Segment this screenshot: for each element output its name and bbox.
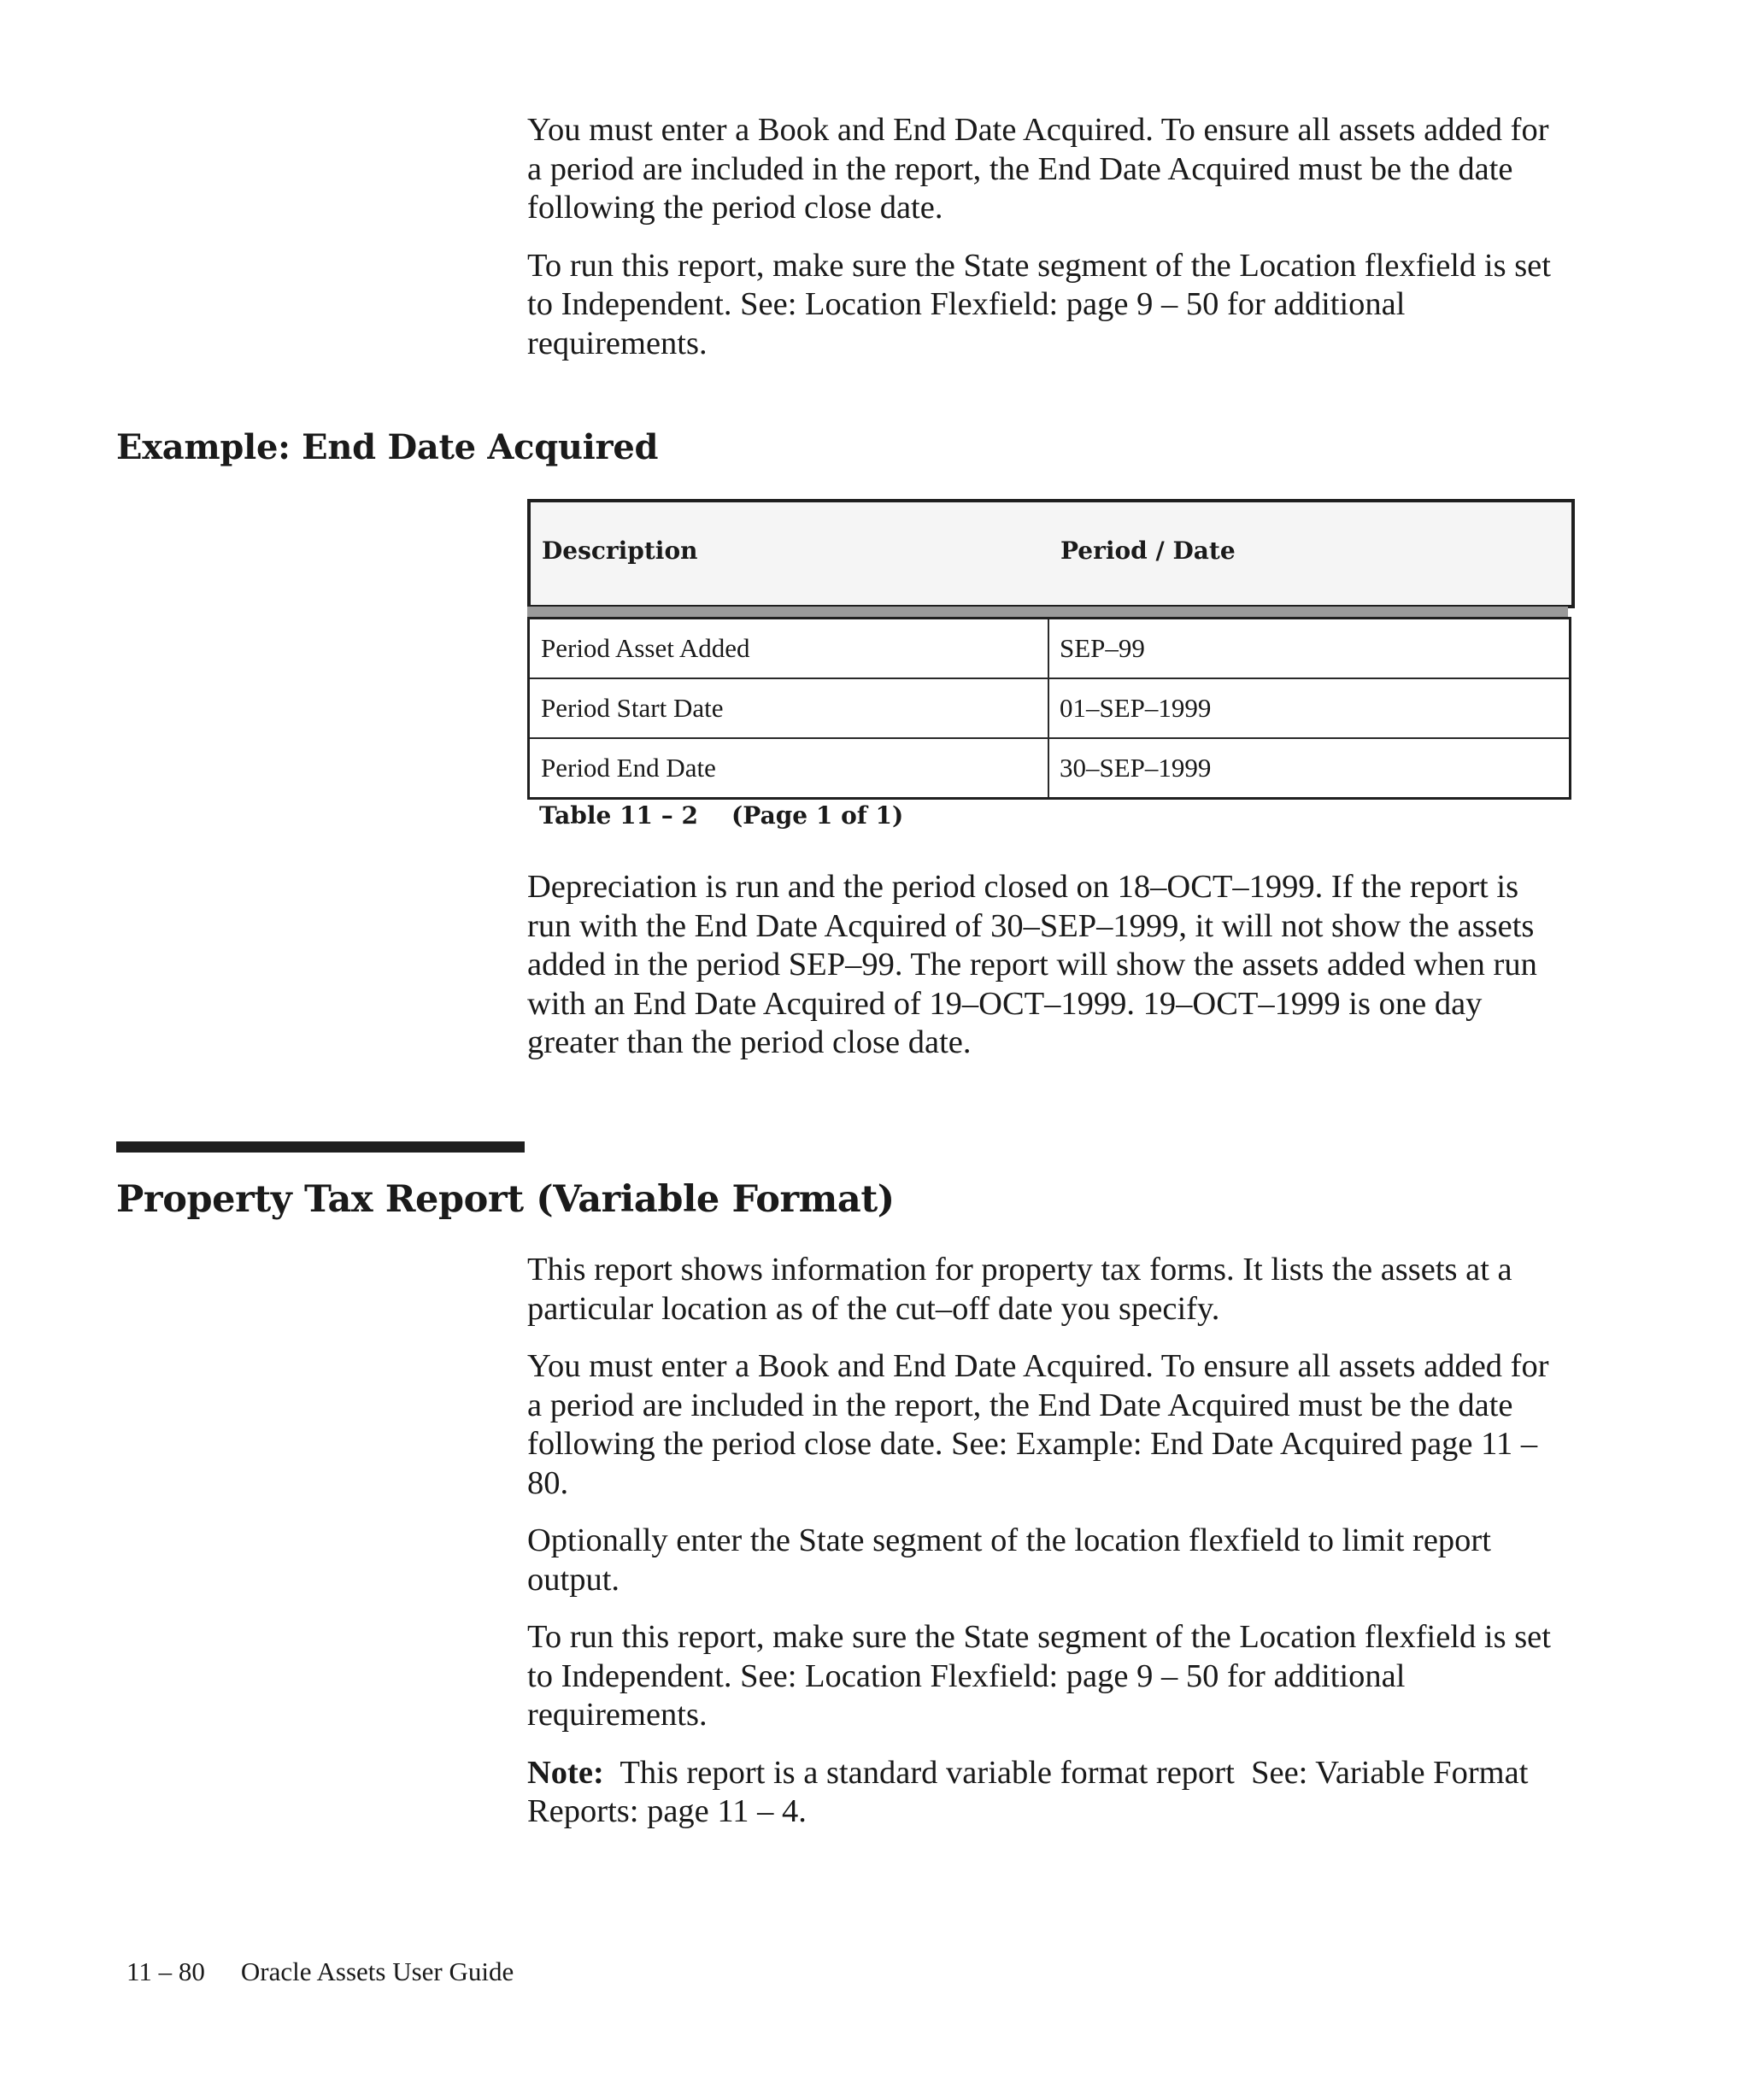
example-explanation	[527, 868, 1570, 1063]
property-tax-paragraph-3: Optionally enter the State segment of the location flexfield to limit report output.	[527, 1522, 1491, 1598]
table-body	[527, 617, 1571, 800]
intro-paragraph-2: To run this report, make sure the State segment of the Location flexfield is set to Independent. See: Location Flexfield: page 9 – 50 for additional requirements.	[527, 247, 1551, 361]
property-tax-paragraph-2: You must enter a Book and End Date Acquired. To ensure all assets added for a period are included in the report, the End Date Acquired must be the date following the period close date. See: Example: End Date Acquired page 11 – 80.	[527, 1348, 1549, 1501]
table-caption: Table 11 – 2 (Page 1 of 1)	[539, 801, 904, 830]
property-tax-note	[527, 1754, 1570, 1832]
intro-section	[527, 111, 1570, 363]
example-paragraph: Depreciation is run and the period closed on 18–OCT–1999. If the report is run with the End Date Acquired of 30–SEP–1999, it will not show the assets added in the period SEP–99. The report will show the assets added when run with an End Date Acquired of 19–OCT–1999. 19–OCT–1999 is one day greater than the period close date.	[527, 869, 1537, 1060]
table-cell-period-date: 30–SEP–1999	[1060, 753, 1212, 783]
table-cell-description: Period End Date	[541, 753, 716, 783]
table-header-description: Description	[542, 537, 698, 565]
table-cell-period-date: SEP–99	[1060, 633, 1145, 663]
footer-book-title: Oracle Assets User Guide	[240, 1956, 514, 1986]
page-footer	[126, 1956, 514, 1987]
intro-paragraph-1: You must enter a Book and End Date Acquired. To ensure all assets added for a period are included in the report, the End Date Acquired must be the date following the period close date.	[527, 112, 1549, 226]
table-row	[530, 739, 1569, 797]
note-label: Note:	[527, 1754, 604, 1791]
property-tax-section	[527, 1251, 1570, 1832]
table-header-period-date: Period / Date	[1060, 537, 1236, 565]
table-header-shadow	[527, 607, 1568, 617]
table-cell-description: Period Asset Added	[541, 633, 750, 663]
table-row	[530, 679, 1569, 739]
example-heading: Example: End Date Acquired	[116, 427, 659, 467]
note-text: This report is a standard variable format report See: Variable Format Reports: page 11 – 4.	[527, 1754, 1537, 1829]
table-row	[530, 619, 1569, 679]
property-tax-paragraph-4: To run this report, make sure the State segment of the Location flexfield is set to Independent. See: Location Flexfield: page 9 – 50 for additional requirements.	[527, 1619, 1551, 1733]
table-cell-period-date: 01–SEP–1999	[1060, 693, 1212, 723]
property-tax-heading: Property Tax Report (Variable Format)	[116, 1178, 895, 1221]
section-rule	[116, 1141, 525, 1153]
table-header	[527, 499, 1575, 608]
table-cell-description: Period Start Date	[541, 693, 724, 723]
property-tax-paragraph-1: This report shows information for property tax forms. It lists the assets at a particular location as of the cut–off date you specify.	[527, 1252, 1512, 1327]
footer-page-number: 11 – 80	[126, 1956, 205, 1986]
